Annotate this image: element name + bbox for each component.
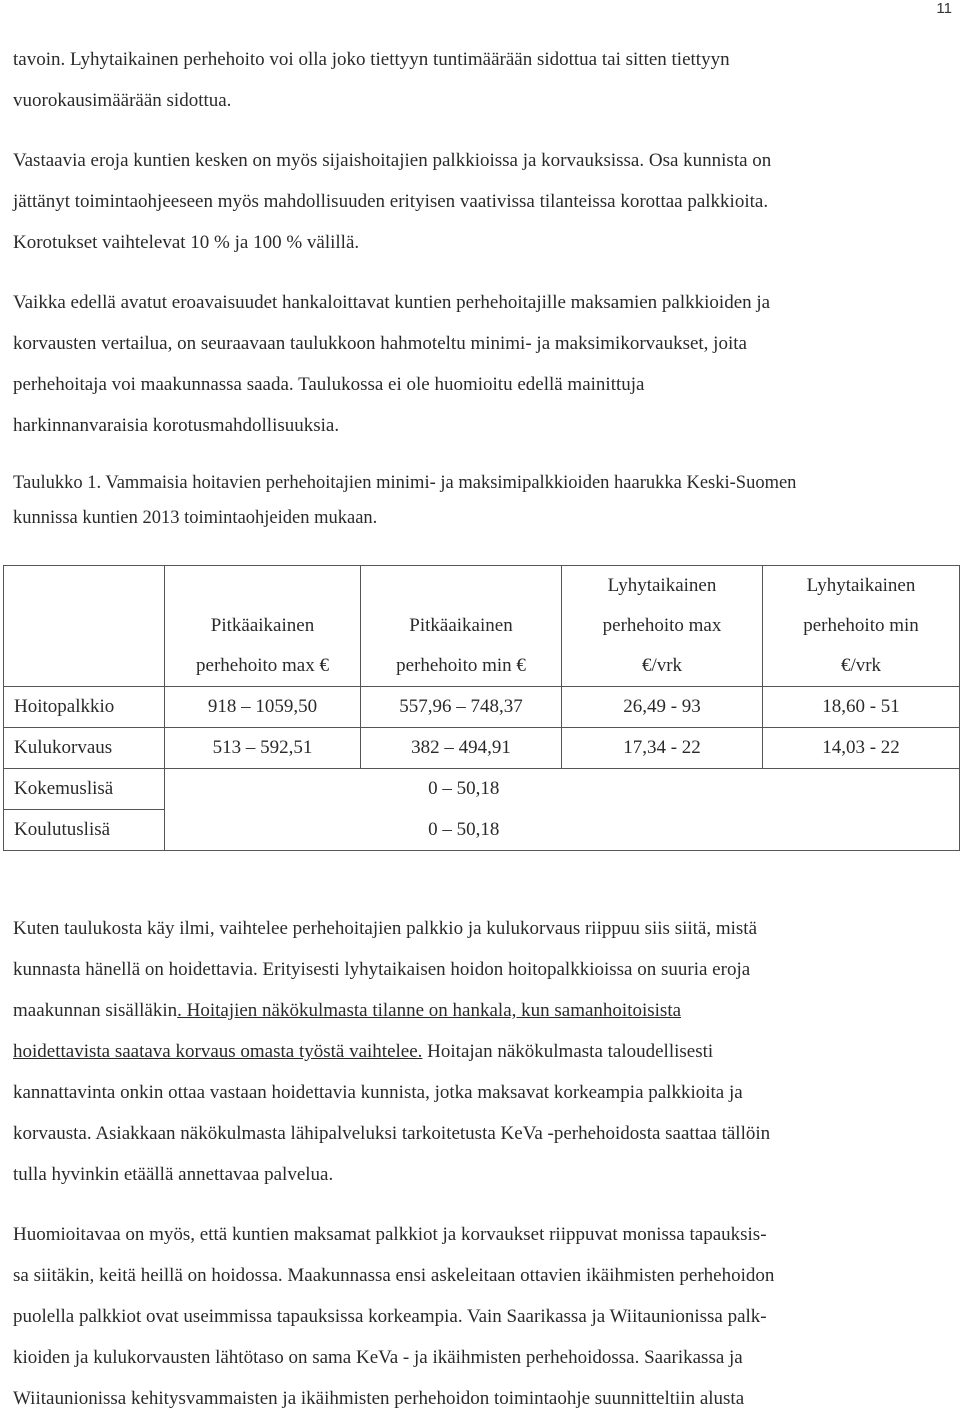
text-line: kannattavinta onkin ottaa vastaan hoidettavia kunnista, jotka maksavat korkeampia palkkioita ja bbox=[13, 1082, 743, 1103]
caption-line: Taulukko 1. Vammaisia hoitavien perhehoitajien minimi- ja maksimipalkkioiden haarukka Keski-Suomen bbox=[13, 473, 797, 493]
paragraph-1 bbox=[13, 39, 953, 121]
table-cell: 513 – 592,51 bbox=[165, 728, 361, 769]
table-cell: 26,49 - 93 bbox=[562, 687, 763, 728]
table-cell: 382 – 494,91 bbox=[361, 728, 562, 769]
table-row bbox=[4, 810, 960, 851]
underlined-text: hoidettavista saatava korvaus omasta työstä vaihtelee. bbox=[13, 1041, 423, 1062]
row-label: Kokemuslisä bbox=[4, 769, 165, 810]
paragraph-3 bbox=[13, 282, 953, 446]
table-cell: 14,03 - 22 bbox=[763, 728, 960, 769]
text-line bbox=[13, 1031, 953, 1072]
text-line: korvausten vertailua, on seuraavaan taulukkoon hahmoteltu minimi- ja maksimikorvaukset, joita bbox=[13, 333, 747, 354]
empty-cell bbox=[763, 769, 960, 810]
header-corner-cell bbox=[4, 566, 165, 687]
table-row bbox=[4, 728, 960, 769]
table-row bbox=[4, 687, 960, 728]
table-cell: 557,96 – 748,37 bbox=[361, 687, 562, 728]
text-line: puolella palkkiot ovat useimmissa tapauksissa korkeampia. Vain Saarikassa ja Wiitaunionissa palk- bbox=[13, 1306, 767, 1327]
header-short-term-max: Lyhytaikainen perhehoito max €/vrk bbox=[562, 566, 763, 687]
table-cell: 918 – 1059,50 bbox=[165, 687, 361, 728]
table-cell: 17,34 - 22 bbox=[562, 728, 763, 769]
text-line: kioiden ja kulukorvausten lähtötaso on sama KeVa - ja ikäihmisten perhehoidossa. Saarikassa ja bbox=[13, 1347, 743, 1368]
text-line: Vastaavia eroja kuntien kesken on myös sijaishoitajien palkkioissa ja korvauksissa. Osa kunnista on bbox=[13, 150, 772, 171]
text-line: vuorokausimäärään sidottua. bbox=[13, 90, 232, 111]
header-long-term-max: Pitkäaikainen perhehoito max € bbox=[165, 566, 361, 687]
text-line bbox=[13, 990, 953, 1031]
row-label: Koulutuslisä bbox=[4, 810, 165, 851]
text-line: tavoin. Lyhytaikainen perhehoito voi olla joko tiettyyn tuntimäärään sidottua tai sitten tiettyyn bbox=[13, 49, 730, 70]
table-header-row bbox=[4, 566, 960, 687]
merged-cell: 0 – 50,18 bbox=[165, 769, 763, 810]
text-line: Korotukset vaihtelevat 10 % ja 100 % välillä. bbox=[13, 232, 360, 253]
text-line: jättänyt toimintaohjeeseen myös mahdollisuuden erityisen vaativissa tilanteissa korottaa palkkioita. bbox=[13, 191, 769, 212]
page-number: 11 bbox=[936, 0, 952, 17]
text-line: Kuten taulukosta käy ilmi, vaihtelee perhehoitajien palkkio ja kulukorvaus riippuu siis siitä, mistä bbox=[13, 918, 758, 939]
compensation-table bbox=[3, 565, 960, 851]
caption-line: kunnissa kuntien 2013 toimintaohjeiden mukaan. bbox=[13, 508, 378, 528]
text-line: perhehoitaja voi maakunnassa saada. Taulukossa ei ole huomioitu edellä mainittuja bbox=[13, 374, 645, 395]
text-line: Vaikka edellä avatut eroavaisuudet hankaloittavat kuntien perhehoitajille maksamien palkkioiden ja bbox=[13, 292, 771, 313]
underlined-text: . Hoitajien näkökulmasta tilanne on hankala, kun samanhoitoisista bbox=[177, 1000, 682, 1021]
text-line: tulla hyvinkin etäällä annettavaa palvelua. bbox=[13, 1164, 334, 1185]
paragraph-2 bbox=[13, 140, 953, 263]
text-span: maakunnan sisälläkin bbox=[13, 1000, 178, 1021]
row-label: Hoitopalkkio bbox=[4, 687, 165, 728]
text-line: harkinnanvaraisia korotusmahdollisuuksia. bbox=[13, 415, 340, 436]
paragraph-5 bbox=[13, 1214, 953, 1419]
text-span: Hoitajan näkökulmasta taloudellisesti bbox=[422, 1041, 714, 1062]
empty-cell bbox=[763, 810, 960, 851]
text-line: korvausta. Asiakkaan näkökulmasta lähipalveluksi tarkoitetusta KeVa -perhehoidosta saattaa tällöin bbox=[13, 1123, 771, 1144]
table-row bbox=[4, 769, 960, 810]
merged-cell: 0 – 50,18 bbox=[165, 810, 763, 851]
text-line: Huomioitavaa on myös, että kuntien maksamat palkkiot ja korvaukset riippuvat monissa tapauksis- bbox=[13, 1224, 767, 1245]
table-caption bbox=[13, 466, 953, 536]
row-label: Kulukorvaus bbox=[4, 728, 165, 769]
header-short-term-min: Lyhytaikainen perhehoito min €/vrk bbox=[763, 566, 960, 687]
text-line: sa siitäkin, keitä heillä on hoidossa. Maakunnassa ensi askeleitaan ottavien ikäihmisten perhehoidon bbox=[13, 1265, 775, 1286]
text-line: kunnasta hänellä on hoidettavia. Erityisesti lyhytaikaisen hoidon hoitopalkkioissa on suuria eroja bbox=[13, 959, 751, 980]
text-line: Wiitaunionissa kehitysvammaisten ja ikäihmisten perhehoidon toimintaohje suunnitteltiin alusta bbox=[13, 1388, 745, 1409]
paragraph-4 bbox=[13, 908, 953, 1195]
header-long-term-min: Pitkäaikainen perhehoito min € bbox=[361, 566, 562, 687]
table-cell: 18,60 - 51 bbox=[763, 687, 960, 728]
